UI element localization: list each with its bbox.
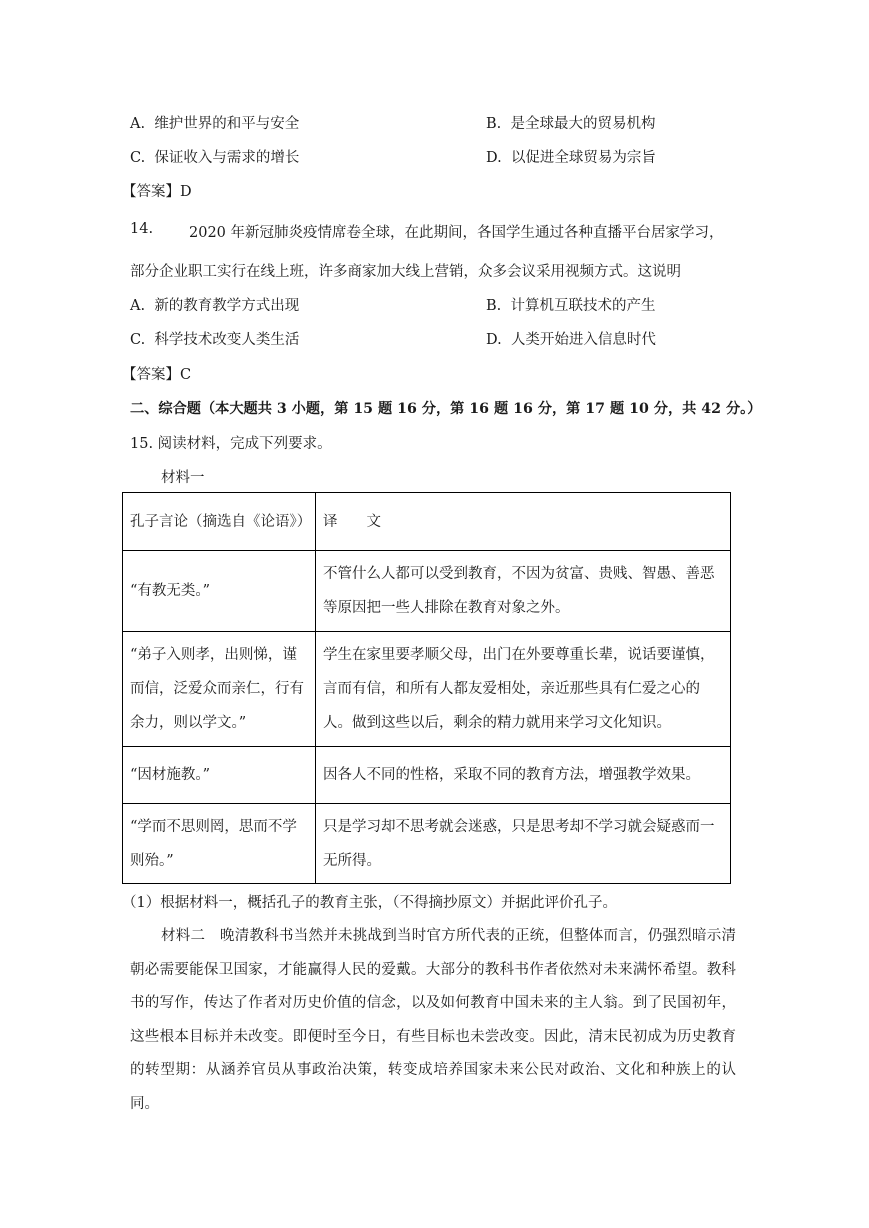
q15-stem: 15. 阅读材料，完成下列要求。 xyxy=(130,436,332,452)
table-row xyxy=(123,632,731,747)
q13-option-d: D. 以促进全球贸易为宗旨 xyxy=(486,150,656,166)
table-cell-quote: “学而不思则罔，思而不学则殆。” xyxy=(123,804,316,884)
q14-option-b: B. 计算机互联技术的产生 xyxy=(486,298,656,314)
q14-option-d: D. 人类开始进入信息时代 xyxy=(486,332,656,348)
q14-answer: 【答案】C xyxy=(122,367,192,383)
table-cell-translation: 因各人不同的性格，采取不同的教育方法，增强教学效果。 xyxy=(316,747,731,804)
table-row xyxy=(123,804,731,884)
q15-sub1: （1）根据材料一，概括孔子的教育主张，（不得摘抄原文）并据此评价孔子。 xyxy=(122,895,617,911)
q13-option-c: C. 保证收入与需求的增长 xyxy=(130,150,300,166)
table-header-quote: 孔子言论（摘选自《论语》） xyxy=(123,493,316,551)
material2-paragraph: 材料二 晚清教科书当然并未挑战到当时官方所代表的正统，但整体而言，仍强烈暗示清朝必需要能保卫国家，才能赢得人民的爱戴。大部分的教科书作者依然对未来满怀希望。教科书的写作，传达了作者对历史价值的信念，以及如何教育中国未来的主人翁。到了民国初年，这些根本目标并未改变。即便时至今日，有些目标也未尝改变。因此，清末民初成为历史教育的转型期：从涵养官员从事政治决策，转变成培养国家未来公民对政治、文化和种族上的认同。 xyxy=(130,928,736,1112)
table-header-row xyxy=(123,493,731,551)
q13-option-a: A. 维护世界的和平与安全 xyxy=(130,116,300,132)
q14-option-c: C. 科学技术改变人类生活 xyxy=(130,332,300,348)
section2-heading: 二、综合题（本大题共 3 小题，第 15 题 16 分，第 16 题 16 分，第 17 题 10 分，共 42 分。） xyxy=(130,401,762,417)
q14-option-a: A. 新的教育教学方式出现 xyxy=(130,298,300,314)
table-row xyxy=(123,551,731,632)
q14-stem-line2: 部分企业职工实行在线上班，许多商家加大线上营销，众多会议采用视频方式。这说明 xyxy=(130,264,681,280)
q13-answer: 【答案】D xyxy=(122,184,192,200)
material1-table xyxy=(122,492,731,884)
table-cell-quote: “弟子入则孝，出则悌，谨而信，泛爱众而亲仁，行有余力，则以学文。” xyxy=(123,632,316,747)
table-cell-translation: 学生在家里要孝顺父母，出门在外要尊重长辈，说话要谨慎，言而有信，和所有人都友爱相处，亲近那些具有仁爱之心的人。做到这些以后，剩余的精力就用来学习文化知识。 xyxy=(316,632,731,747)
table-row xyxy=(123,747,731,804)
q14-number: 14. xyxy=(130,221,154,237)
q13-option-b: B. 是全球最大的贸易机构 xyxy=(486,116,656,132)
table-cell-translation: 不管什么人都可以受到教育，不因为贫富、贵贱、智愚、善恶等原因把一些人排除在教育对象之外。 xyxy=(316,551,731,632)
table-header-translation: 译 文 xyxy=(316,493,731,551)
table-cell-quote: “有教无类。” xyxy=(123,551,316,632)
material1-label: 材料一 xyxy=(161,470,205,486)
q14-stem-line1: 2020 年新冠肺炎疫情席卷全球，在此期间，各国学生通过各种直播平台居家学习， xyxy=(189,225,724,241)
table-cell-quote: “因材施教。” xyxy=(123,747,316,804)
table-cell-translation: 只是学习却不思考就会迷惑，只是思考却不学习就会疑惑而一无所得。 xyxy=(316,804,731,884)
